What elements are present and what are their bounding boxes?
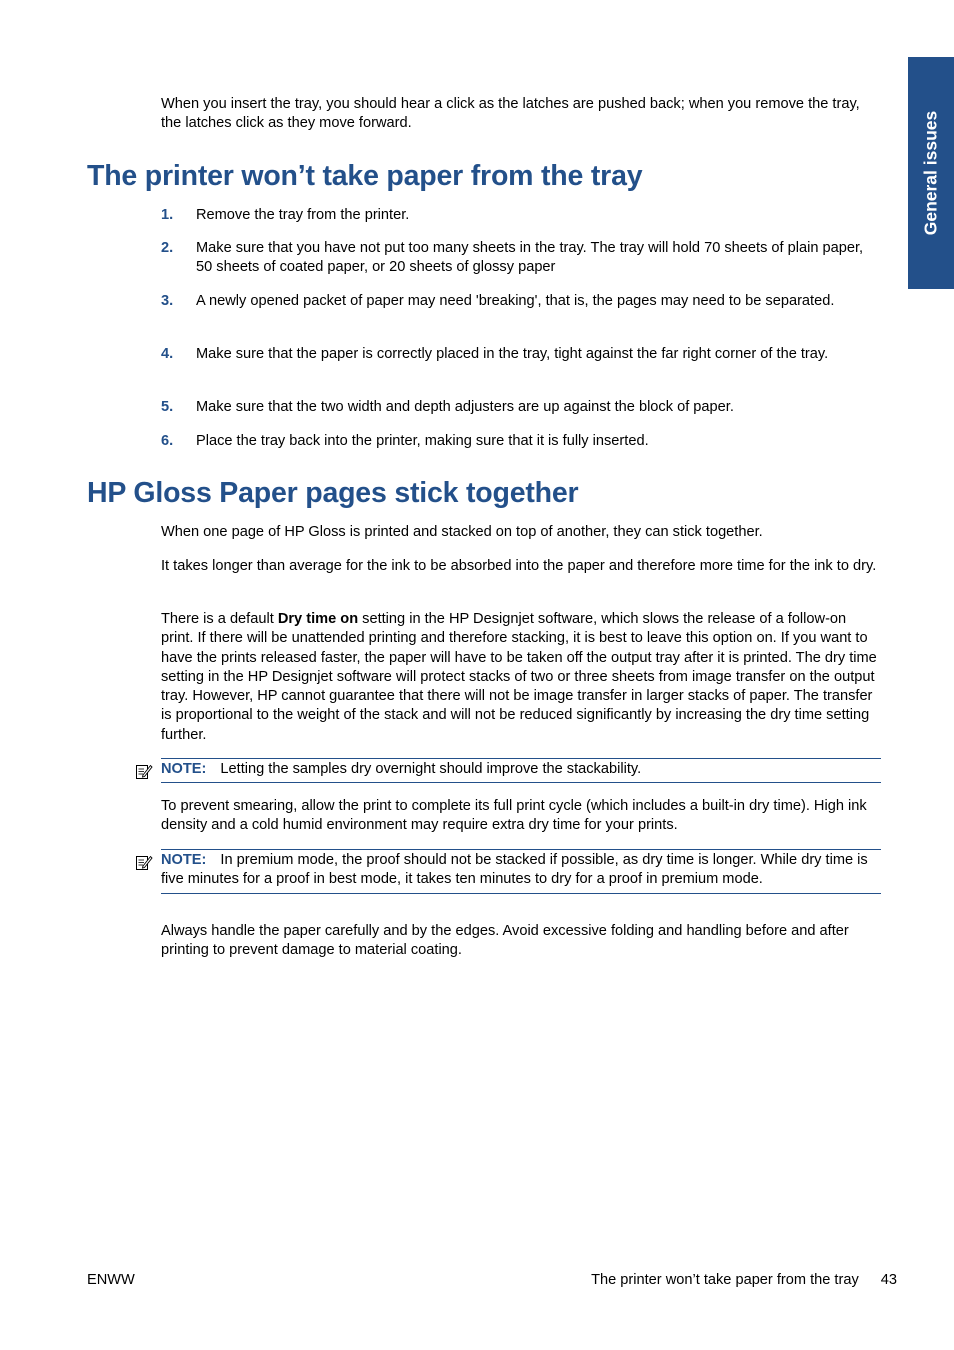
step-number: 2.: [161, 240, 174, 256]
footer-section-name: The printer won’t take paper from the tray: [591, 1272, 859, 1288]
footer-right: [591, 1271, 897, 1290]
list-item: [87, 206, 881, 225]
section-title: The printer won’t take paper from the tray: [87, 160, 643, 192]
list-item: [87, 292, 881, 311]
list-item: [87, 345, 881, 364]
list-item: [87, 239, 881, 278]
section-paper-feed: [87, 159, 881, 449]
setting-name: Dry time on: [277, 611, 359, 627]
note-text: In premium mode, the proof should not be stacked if possible, as dry time is longer. While dry time is five minutes for a proof in best mode, it takes ten minutes to dry for a proof in premium mode.: [161, 852, 868, 888]
section-gloss-paper: [87, 476, 881, 959]
step-text: Remove the tray from the printer.: [196, 207, 410, 223]
paragraph: It takes longer than average for the ink to be absorbed into the paper and therefore more time for the ink to dry.: [161, 558, 877, 574]
paragraph-text: setting in the HP Designjet software, which slows the release of a follow-on print. If there will be unattended printing and therefore stacking, it is best to leave this option on. If you want to have the prints released faster, the paper will have to be taken off the output tray after it is printed. The dry time setting in the HP Designjet software will protect stacks of two or three sheets from image transfer on the output tray. However, HP cannot guarantee that there will not be image transfer in larger stacks of paper. The transfer is proportional to the weight of the stack and will not be reduced significantly by increasing the dry time setting further.: [161, 611, 877, 743]
list-item: [87, 432, 881, 451]
section-title: HP Gloss Paper pages stick together: [87, 477, 579, 509]
step-text: Make sure that the two width and depth adjusters are up against the block of paper.: [196, 399, 734, 415]
step-number: 3.: [161, 293, 174, 309]
paragraph: Always handle the paper carefully and by the edges. Avoid excessive folding and handling before and after printing to prevent damage to material coating.: [161, 923, 849, 959]
step-text: Place the tray back into the printer, making sure that it is fully inserted.: [196, 433, 649, 449]
paragraph: To prevent smearing, allow the print to complete its full print cycle (which includes a built-in dry time). High ink density and a cold humid environment may require extra dry time for your prints.: [161, 798, 867, 834]
note-box: [161, 849, 881, 894]
step-number: 4.: [161, 346, 174, 362]
note-text: Letting the samples dry overnight should improve the stackability.: [220, 761, 642, 777]
list-item: [87, 398, 881, 417]
step-text: Make sure that the paper is correctly placed in the tray, tight against the far right corner of the tray.: [196, 346, 829, 362]
footer-left: ENWW: [87, 1272, 135, 1288]
note-label: NOTE:: [161, 852, 207, 868]
step-text: A newly opened packet of paper may need 'breaking', that is, the pages may need to be separated.: [196, 293, 835, 309]
paragraph: [87, 610, 881, 745]
paragraph: When one page of HP Gloss is printed and stacked on top of another, they can stick together.: [161, 524, 763, 540]
note-icon: [135, 853, 153, 871]
note-icon: [135, 762, 153, 780]
step-number: 1.: [161, 207, 174, 223]
paragraph-text: There is a default: [161, 611, 278, 627]
step-text: Make sure that you have not put too many sheets in the tray. The tray will hold 70 sheets of plain paper, 50 sheets of coated paper, or 20 sheets of glossy paper: [196, 240, 864, 276]
step-number: 5.: [161, 399, 174, 415]
note-box: [161, 758, 881, 783]
note-label: NOTE:: [161, 761, 207, 777]
intro-paragraph: When you insert the tray, you should hear a click as the latches are pushed back; when you remove the tray, the latches click as they move forward.: [161, 96, 860, 132]
page-number: 43: [880, 1272, 897, 1288]
chapter-tab-label: General issues: [920, 110, 941, 236]
chapter-tab: [908, 57, 954, 289]
step-number: 6.: [161, 433, 174, 449]
